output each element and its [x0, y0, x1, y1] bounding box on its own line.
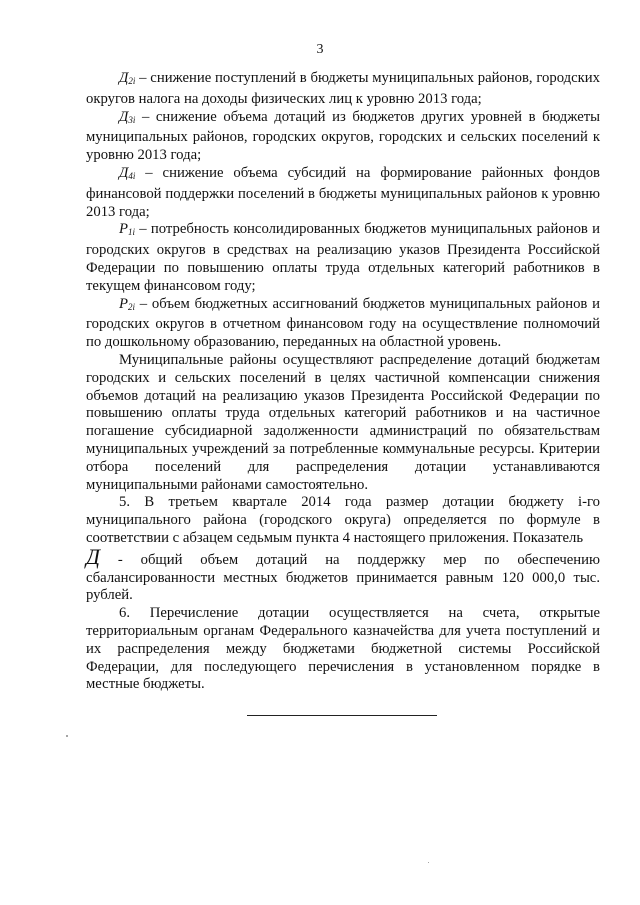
symbol: Д [119, 108, 129, 125]
document-body [86, 70, 600, 694]
symbol: Д [119, 70, 129, 86]
paragraph-5-text: 5. В третьем квартале 2014 года размер дотации бюджету i-го муниципального района (городского округа) определяется по формуле в соответствии с абзацем седьмым пункта 4 настоящего приложения. Показатель [86, 494, 600, 546]
scan-speck [428, 862, 429, 863]
definition-text: – снижение объема дотаций из бюджетов других уровней в бюджеты муниципальных районов, городских округов, городских и сельских поселений к уровню 2013 года; [86, 108, 600, 164]
paragraph-5-tail: - общий объем дотаций на поддержку мер по обеспечению сбалансированности местных бюджетов принимается равным 120 000,0 тыс. рублей. [86, 551, 600, 604]
paragraph-5 [86, 494, 600, 605]
definition-d4 [86, 165, 600, 221]
definition-p1 [86, 221, 600, 295]
page-number: 3 [316, 42, 324, 57]
definition-text: – снижение объема субсидий на формирование районных фондов финансовой поддержки поселений в бюджеты муниципальных районов к уровню 2013 года; [86, 164, 600, 220]
subscript: 2i [127, 301, 135, 312]
symbol-d-total: Д [86, 543, 100, 569]
definition-d2 [86, 70, 600, 109]
definition-d3 [86, 109, 600, 165]
definition-text: – потребность консолидированных бюджетов муниципальных районов и городских округов в средствах на реализацию указов Президента Российской Федерации по повышению оплаты труда отдельных категорий работников в текущем финансовом году; [86, 221, 601, 294]
symbol: Д [119, 164, 129, 181]
definition-text: – снижение поступлений в бюджеты муниципальных районов, городских округов налога на доходы физических лиц к уровню 2013 года; [86, 70, 600, 107]
closing-divider-line [247, 715, 437, 716]
subscript: 4i [128, 170, 136, 181]
symbol: Р [119, 221, 128, 238]
subscript: 1i [127, 227, 135, 238]
definition-p2 [86, 296, 600, 352]
paragraph-6: 6. Перечисление дотации осуществляется на счета, открытые территориальным органам Федерального казначейства для учета поступлений и их распределения между бюджетами бюджетной системы Российской Федерации, для последующего перечисления в установленном порядке в местные бюджеты. [86, 605, 600, 693]
symbol: Р [119, 295, 128, 312]
subscript: 2i [128, 76, 136, 86]
subscript: 3i [128, 114, 136, 125]
definition-text: – объем бюджетных ассигнований бюджетов муниципальных районов и городских округов в отчетном финансовом году на осуществление полномочий по дошкольному образованию, переданных на областной уровень. [86, 295, 601, 351]
scan-speck [66, 735, 68, 737]
paragraph-municipal-districts: Муниципальные районы осуществляют распределение дотаций бюджетам городских и сельских поселений в целях частичной компенсации снижения объемов дотаций на реализацию указов Президента Российской Федерации по повышению оплаты труда отдельных категорий работников и на частичное погашение субсидиарной задолженности администраций по обязательствам муниципальных учреждений за потребленные коммунальные ресурсы. Критерии отбора поселений для распределения дотации устанавливаются муниципальными районами самостоятельно. [86, 351, 600, 493]
